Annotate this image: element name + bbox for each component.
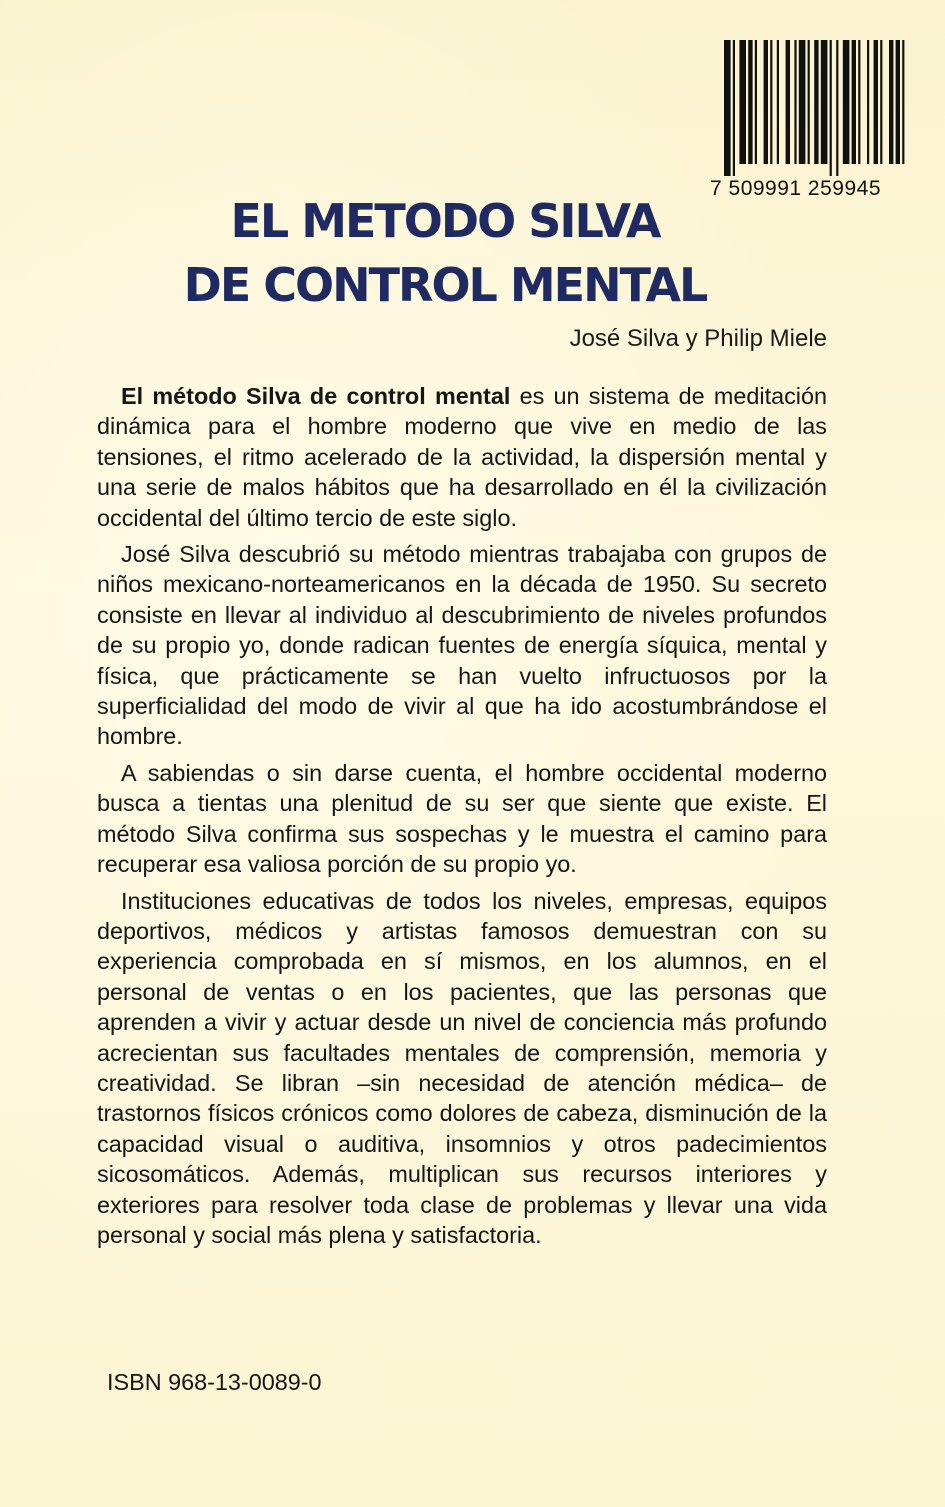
barcode-bar (889, 40, 893, 164)
synopsis-book-name: El método Silva de control mental (121, 383, 511, 409)
barcode-bars (710, 40, 906, 176)
barcode-bar (821, 40, 828, 164)
synopsis-paragraph-4: Instituciones educativas de todos los niveles, empresas, equipos deportivos, médicos y artistas famosos demuestran con su experiencia comprobada en sí mismos, en los alumnos, en el personal de ventas o en los pacientes, que las personas que aprenden a vivir y actuar desde un nivel de conciencia más profundo acrecientan sus facultades mentales de comprensión, memoria y creatividad. Se libran –sin necesidad de atención médica– de trastornos físicos crónicos como dolores de cabeza, disminución de la capacidad visual o auditiva, insomnios y otros padecimientos sicosomáticos. Además, multiplican sus recursos interiores y exteriores para resolver toda clase de problemas y llevar una vida personal y social más plena y satisfactoria. (97, 887, 827, 1248)
barcode-bar (843, 40, 850, 164)
barcode-bar (852, 40, 856, 164)
book-title-line-1: EL METODO SILVA (230, 194, 660, 248)
barcode-bar (764, 40, 768, 164)
barcode-bar (874, 40, 878, 164)
barcode-bar (830, 40, 832, 176)
barcode-bar (724, 40, 731, 176)
synopsis (97, 381, 827, 1256)
barcode-bar (836, 40, 838, 176)
barcode-bar (733, 40, 735, 176)
barcode-bar (799, 40, 806, 164)
synopsis-paragraph-3: A sabiendas o sin darse cuenta, el hombre occidental moderno busca a tientas una plenitud de su ser que siente que existe. El método Silva confirma sus sospechas y le muestra el camino para recuperar esa valiosa porción de su propio yo. (97, 759, 827, 878)
book-authors: José Silva y Philip Miele (569, 325, 827, 352)
synopsis-paragraph-1 (97, 381, 827, 533)
barcode (710, 40, 906, 200)
isbn-number: ISBN 968-13-0089-0 (107, 1369, 322, 1395)
barcode-bar (880, 40, 882, 164)
barcode-bar (896, 40, 900, 164)
barcode-bar (770, 40, 772, 164)
barcode-digits: 7 509991 259945 (710, 177, 881, 200)
synopsis-paragraph-1-text: es un sistema de meditación dinámica para el hombre moderno que vive en medio de las tensiones, el ritmo acelerado de la actividad, la dispersión mental y una serie de malos hábitos que ha desarrollado en él la civilización occidental del último tercio de este siglo. (97, 383, 827, 531)
book-title-line-2: DE CONTROL MENTAL (183, 258, 707, 312)
barcode-bar (867, 40, 869, 164)
barcode-bar (786, 40, 790, 164)
barcode-bar (794, 40, 796, 164)
barcode-bar (755, 40, 757, 164)
barcode-bar (814, 40, 818, 164)
barcode-bar (858, 40, 860, 164)
barcode-bar (748, 40, 752, 164)
synopsis-paragraph-2: José Silva descubrió su método mientras trabajaba con grupos de niños mexicano-norteamericanos en la década de 1950. Su secreto consiste en llevar al individuo al descubrimiento de niveles profundos de su propio yo, donde radican fuentes de energía síquica, mental y física, que prácticamente se han vuelto infructuosos por la superficialidad del modo de vivir al que ha ido acostumbrándose el hombre. (97, 541, 827, 750)
barcode-bar (902, 40, 904, 164)
barcode-bar (808, 40, 810, 164)
barcode-bar (739, 40, 746, 164)
barcode-bar (777, 40, 779, 164)
